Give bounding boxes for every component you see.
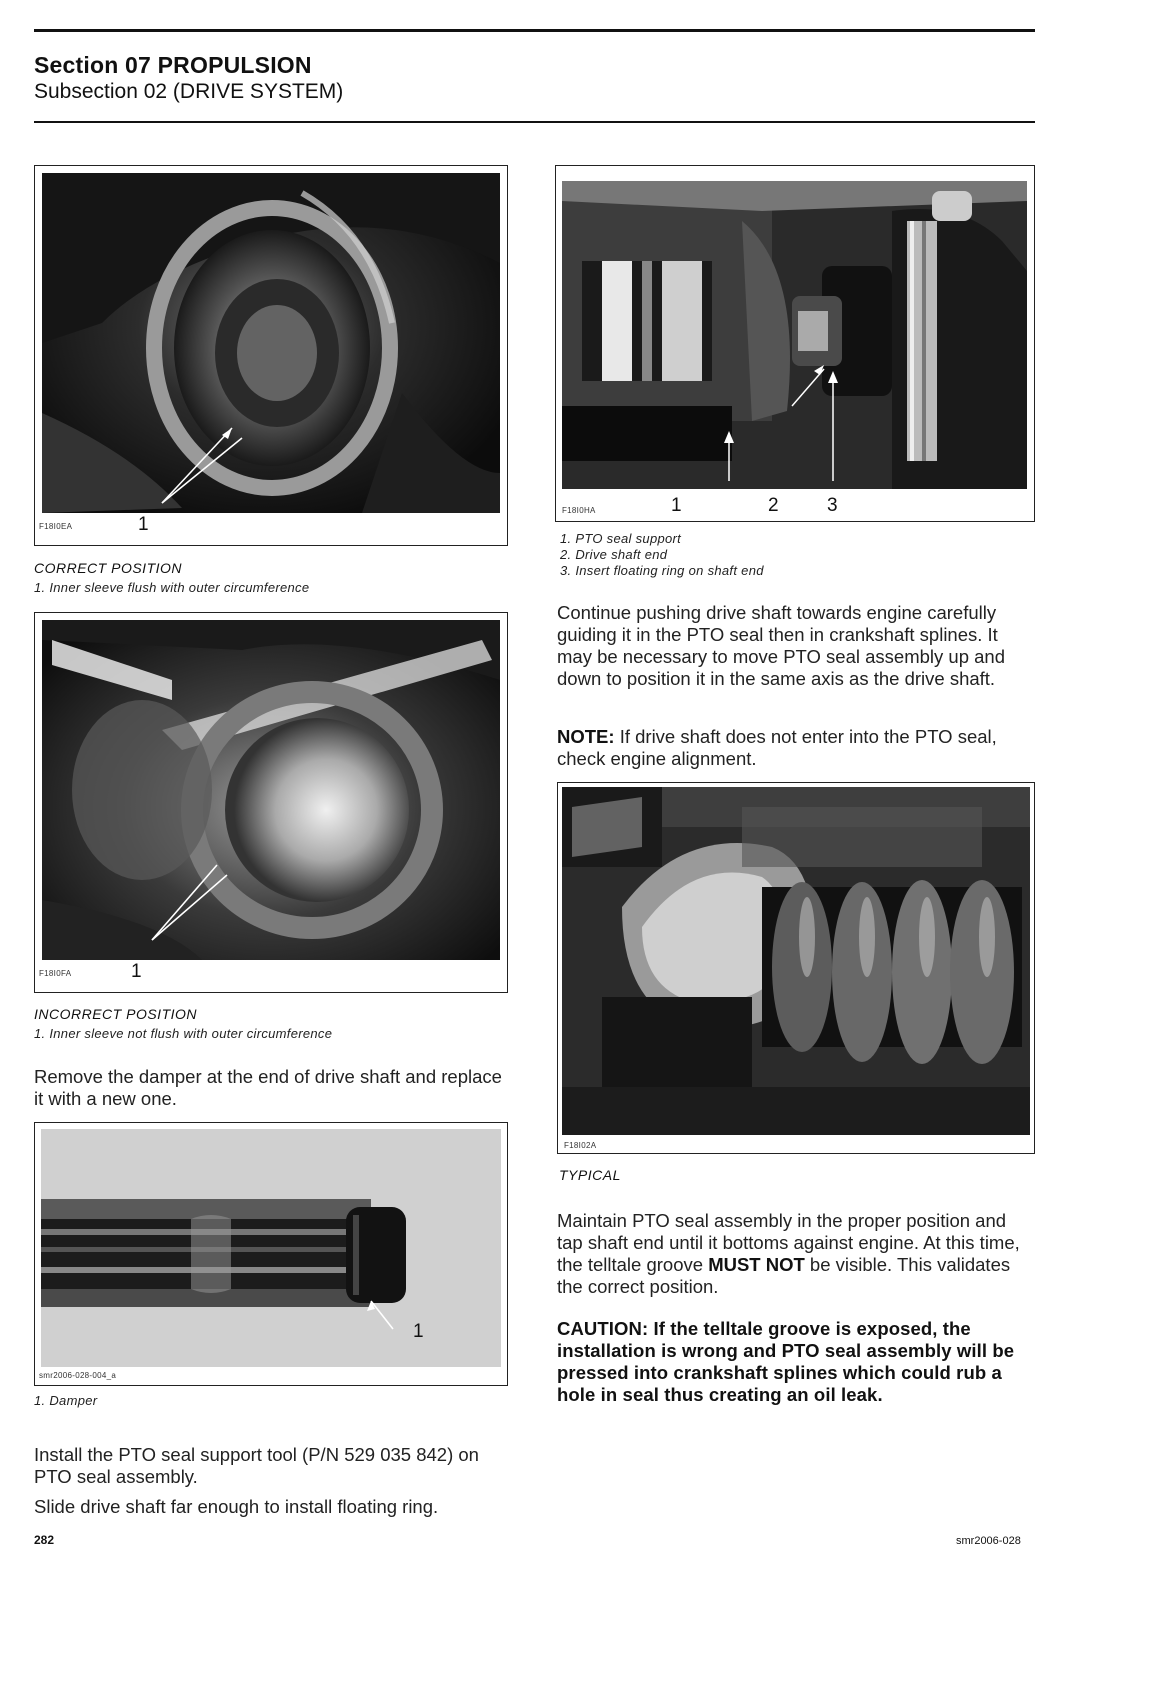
photo-damper [41, 1129, 501, 1367]
document-code: smr2006-028 [956, 1535, 1021, 1547]
figure-correct-position [34, 165, 508, 546]
figure-code: smr2006-028-004_a [39, 1371, 117, 1380]
figure-incorrect-position [34, 612, 508, 993]
callout-number: 1 [413, 1321, 424, 1342]
figure-pto-seal [555, 165, 1035, 522]
note-label: NOTE: [557, 726, 615, 747]
caution-block [557, 1318, 1035, 1406]
legend-item: 3. Insert floating ring on shaft end [560, 563, 764, 578]
callout-number: 1 [138, 514, 149, 535]
page-number: 282 [34, 1533, 55, 1547]
top-rule [34, 29, 1035, 32]
maintain-text-1: Maintain PTO seal assembly in the proper position and tap shaft end until it bottoms against engine. At this time, the telltale groove [557, 1210, 1020, 1275]
paragraph-remove-damper: Remove the damper at the end of drive shaft and replace it with a new one. [34, 1066, 502, 1109]
figure-code: F18I0HA [562, 506, 596, 515]
legend-item: 1. Inner sleeve not flush with outer circumference [34, 1026, 333, 1041]
caption-correct-position: CORRECT POSITION [34, 560, 183, 576]
photo-pto-seal [562, 181, 1027, 489]
subsection-title: Subsection 02 (DRIVE SYSTEM) [34, 80, 344, 103]
figure-typical [557, 782, 1035, 1154]
paragraph-maintain [557, 1210, 1035, 1298]
callout-number: 3 [827, 495, 838, 516]
legend-item: 1. PTO seal support [560, 531, 682, 546]
note-body: If drive shaft does not enter into the PTO seal, check engine alignment. [557, 726, 997, 769]
legend-item: 1. Inner sleeve flush with outer circumference [34, 580, 310, 595]
figure-code: F18I0EA [39, 522, 73, 531]
paragraph-continue-pushing: Continue pushing drive shaft towards engine carefully guiding it in the PTO seal then in crankshaft splines. It may be necessary to move PTO seal assembly up and down to position it in the same axis as the drive shaft. [557, 602, 1005, 689]
header-rule [34, 121, 1035, 123]
paragraph-install-tool: Install the PTO seal support tool (P/N 529 035 842) on PTO seal assembly. [34, 1444, 479, 1487]
caution-body: If the telltale groove is exposed, the installation is wrong and PTO seal assembly will be pressed into crankshaft splines which could rub a hole in seal thus creating an oil leak. [557, 1318, 1015, 1405]
maintain-emphasis: MUST NOT [708, 1254, 805, 1275]
caption-typical: TYPICAL [559, 1167, 621, 1183]
legend-item: 2. Drive shaft end [560, 547, 668, 562]
figure-damper [34, 1122, 508, 1386]
paragraph-note [557, 726, 1035, 770]
photo-typical [562, 787, 1030, 1135]
legend-item: 1. Damper [34, 1393, 98, 1408]
figure-code: F18I0FA [39, 969, 72, 978]
caption-incorrect-position: INCORRECT POSITION [34, 1006, 198, 1022]
section-title: Section 07 PROPULSION [34, 52, 312, 78]
caution-label: CAUTION: [557, 1318, 649, 1339]
photo-incorrect-position [42, 620, 500, 960]
callout-number: 1 [671, 495, 682, 516]
photo-correct-position [42, 173, 500, 513]
maintain-text-2: be visible. This validates the correct position. [557, 1254, 1011, 1297]
paragraph-slide-shaft: Slide drive shaft far enough to install floating ring. [34, 1496, 439, 1517]
figure-code: F18I02A [564, 1141, 597, 1150]
callout-number: 1 [131, 961, 142, 982]
callout-number: 2 [768, 495, 779, 516]
